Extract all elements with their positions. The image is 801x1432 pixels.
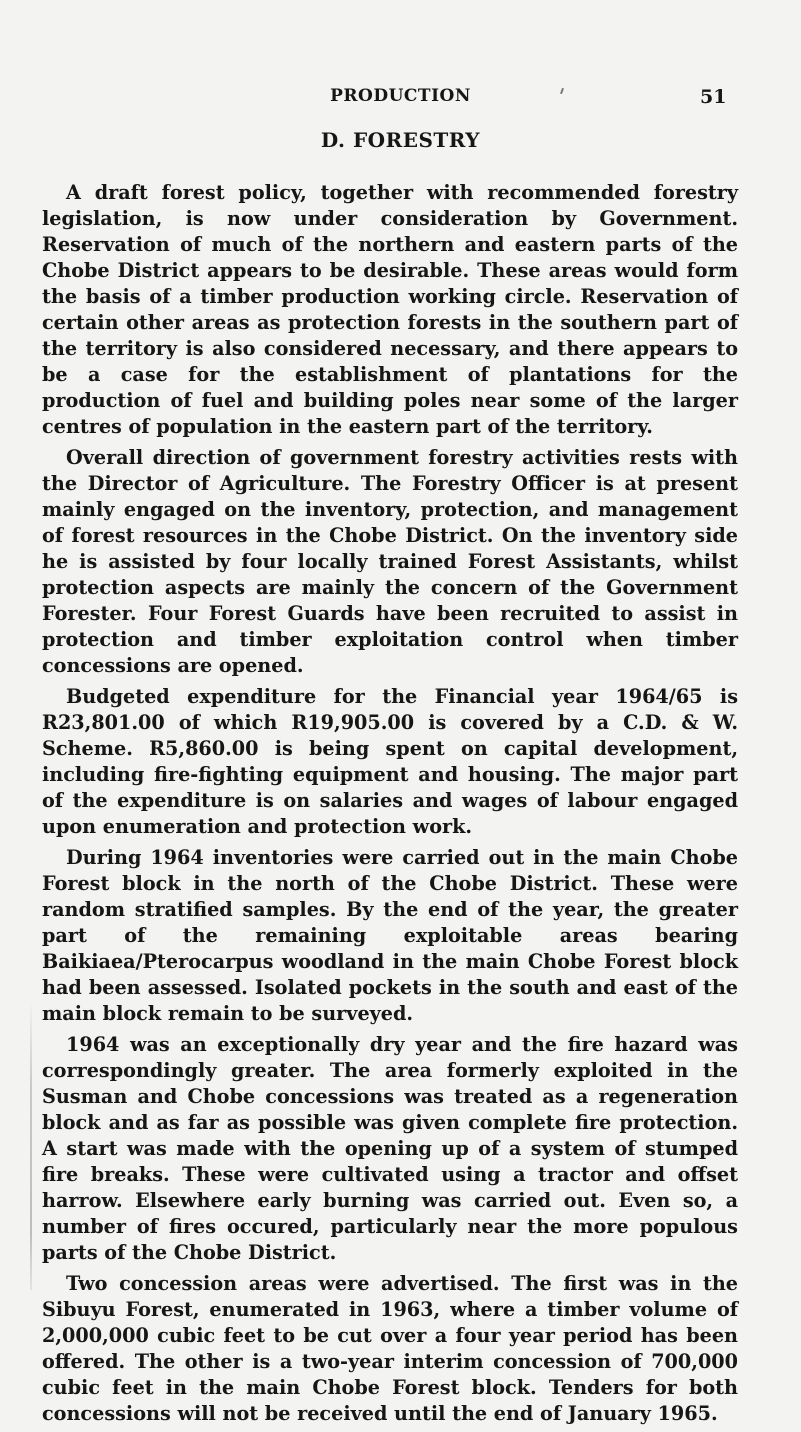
scan-edge-line bbox=[30, 1000, 32, 1290]
page-number: 51 bbox=[700, 86, 727, 108]
body-text bbox=[42, 180, 738, 1432]
running-header bbox=[0, 86, 801, 110]
paragraph-fire-hazard: 1964 was an exceptionally dry year and the fire hazard was correspondingly greater. The area formerly exploited in the Susman and Chobe concessions was treated as a regeneration block and as far as possible was given complete fire protection. A start was made with the opening up of a system of stumped fire breaks. These were cultivated using a tractor and offset harrow. Elsewhere early burning was carried out. Even so, a number of fires occured, particularly near the more populous parts of the Chobe District. bbox=[42, 1033, 738, 1264]
paragraph-direction: Overall direction of government forestry activities rests with the Director of Agriculture. The Forestry Officer is at present mainly engaged on the inventory, protection, and management of forest resources in the Chobe District. On the inventory side he is assisted by four locally trained Forest Assistants, whilst protection aspects are mainly the concern of the Government Forester. Four Forest Guards have been recruited to assist in protection and timber exploitation control when timber concessions are opened. bbox=[42, 446, 738, 677]
page-header-title: PRODUCTION bbox=[330, 86, 471, 106]
paragraph-policy: A draft forest policy, together with recommended forestry legislation, is now under consideration by Government. Reservation of much of the northern and eastern parts of the Chobe District appears to be desirable. These areas would form the basis of a timber production working circle. Reservation of certain other areas as protection forests in the southern part of the territory is also considered necessary, and there appears to be a case for the establishment of plantations for the production of fuel and building poles near some of the larger centres of population in the eastern part of the territory. bbox=[42, 181, 738, 438]
paragraph-expenditure: Budgeted expenditure for the Financial year 1964/65 is R23,801.00 of which R19,905.00 is covered by a C.D. & W. Scheme. R5,860.00 is being spent on capital development, including fire-fighting equipment and housing. The major part of the expenditure is on salaries and wages of labour engaged upon enumeration and protection work. bbox=[42, 685, 738, 838]
section-heading: D. FORESTRY bbox=[320, 128, 481, 152]
paragraph-concessions: Two concession areas were advertised. The first was in the Sibuyu Forest, enumerated in 1963, where a timber volume of 2,000,000 cubic feet to be cut over a four year period has been offered. The other is a two-year interim concession of 700,000 cubic feet in the main Chobe Forest block. Tenders for both concessions will not be received until the end of January 1965. bbox=[42, 1272, 738, 1425]
paragraph-inventories: During 1964 inventories were carried out in the main Chobe Forest block in the north of the Chobe District. These were random stratified samples. By the end of the year, the greater part of the remaining exploitable areas bearing Baikiaea/Pterocarpus woodland in the main Chobe Forest block had been assessed. Isolated pockets in the south and east of the main block remain to be surveyed. bbox=[42, 846, 738, 1025]
